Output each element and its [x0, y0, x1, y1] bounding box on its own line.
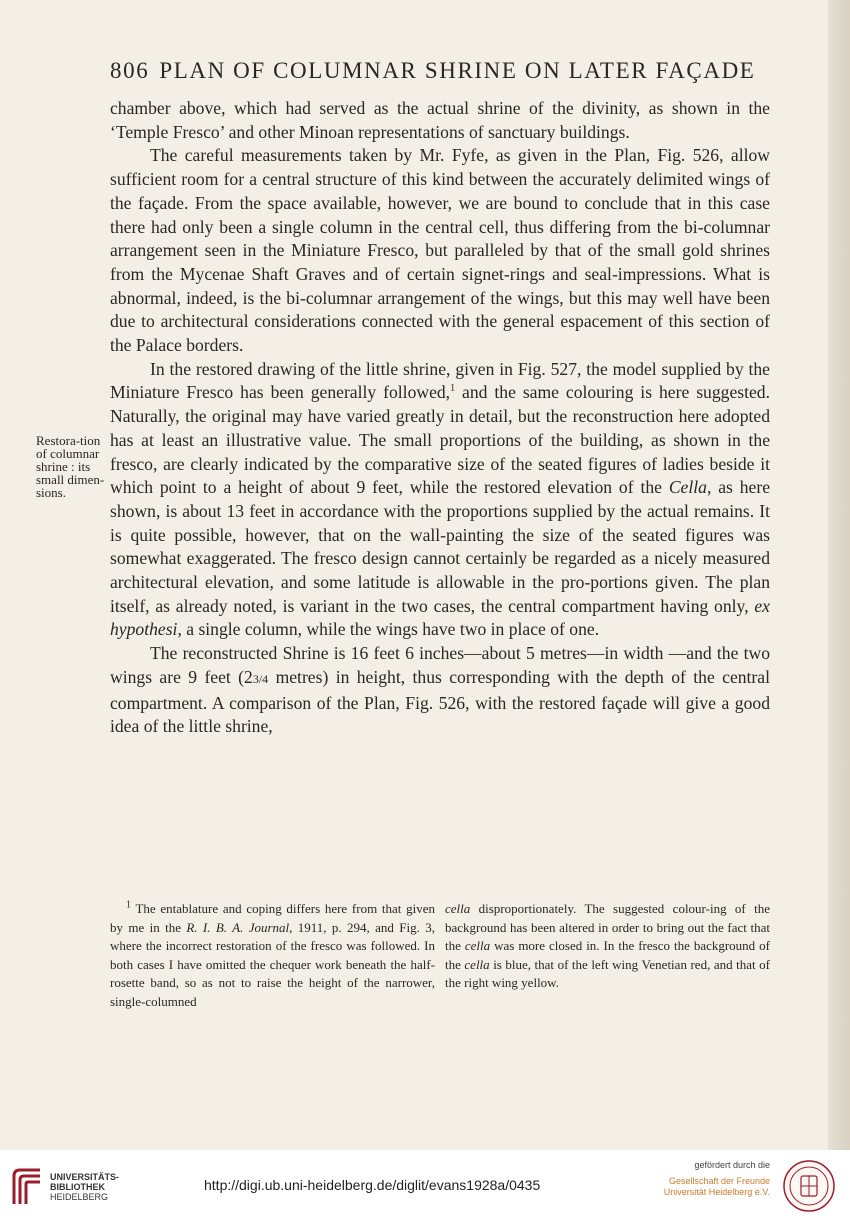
paragraph-2: The careful measurements taken by Mr. Fyfe, as given in the Plan, Fig. 526, allow sufficient room for a central structure of this kind between the accurately delimited wings of the façade. From the space available, however, we are bound to conclude that in this case there had only been a single column in the central cell, thus differing from the bi-columnar arrangement seen in the Miniature Fresco, but paralleled by that of the small gold shrines from the Mycenae Shaft Graves and of certain signet-rings and seal-impressions. What is abnormal, indeed, is the bi-columnar arrangement of the wings, but this may well have been due to architectural considerations connected with the general espacement of this section of the Palace borders. — [110, 145, 770, 356]
paragraph-4-text-a: The reconstructed Shrine is 16 feet 6 inches—about 5 metres—in width —and the two wings are 9 feet (2 — [110, 643, 770, 687]
sponsor-block — [660, 1160, 770, 1198]
paragraph-3 — [110, 358, 770, 642]
fraction: 3/4 — [252, 671, 269, 686]
paragraph-3-text-a: In the restored drawing of the little shrine, given in Fig. 527, the model supplied by the Miniature Fresco has been generally followed, — [110, 358, 770, 403]
paragraph-4 — [110, 642, 770, 739]
cella-term: cella — [464, 956, 490, 972]
ex-hypothesi-term: ex hypothesi — [110, 595, 770, 640]
footnotes — [110, 900, 770, 1012]
footnote-1-part-2 — [445, 900, 770, 993]
footnote-column-left — [110, 900, 435, 1012]
library-line-2: BIBLIOTHEK — [50, 1182, 105, 1192]
cella-term: cella — [464, 938, 491, 954]
running-head — [110, 58, 770, 84]
margin-note: Restora-tion of columnar shrine : its small dimen-sions. — [36, 433, 105, 500]
running-title: PLAN OF COLUMNAR SHRINE ON LATER FAÇADE — [159, 58, 756, 83]
paragraph-3-text-d: , a single column, while the wings have two in place of one. — [177, 619, 600, 640]
footnote-text-d: was more closed in. In the fresco the background of the — [445, 938, 770, 972]
riba-journal: R. I. B. A. Journal — [186, 919, 290, 935]
body-text — [110, 97, 770, 739]
paragraph-4-text-b: metres) in height, thus corresponding with the depth of the central compartment. A comparison of the Plan, Fig. 526, with the restored façade will give a good idea of the little shrine, — [110, 666, 770, 737]
library-name — [50, 1172, 119, 1202]
footnote-1-part-1 — [110, 900, 435, 1012]
cella-term: cella — [445, 901, 471, 916]
paragraph-1: chamber above, which had served as the actual shrine of the divinity, as shown in the ‘Temple Fresco’ and other Minoan representations of sanctuary buildings. — [110, 98, 770, 142]
footnote-text-b: , 1911, p. 294, and Fig. 3, where the incorrect restoration of the fresco was followed. In both cases I have omitted the chequer work beneath the half-rosette band, so as not to raise the height of the narrower, single-columned — [110, 919, 435, 1009]
sponsor-label: gefördert durch die — [694, 1160, 770, 1170]
sponsor-name[interactable] — [660, 1176, 770, 1198]
footnote-text-a: The entablature and coping differs here from that given by me in the — [110, 901, 435, 935]
page-number: 806 — [110, 58, 150, 83]
footnote-text-e: is blue, that of the left wing Venetian red, and that of the right wing yellow. — [445, 956, 770, 991]
paragraph-3-text-c: , as here shown, is about 13 feet in accordance with the proportions supplied by the actual remains. It is quite possible, however, that on the wall-painting the size of the seated figures was somewhat exaggerated. The fresco design cannot certainly be regarded as a nicely measured architectural elevation, and some latitude is allowable in the pro-portions given. The plan itself, as already noted, is variant in the two cases, the central compartment having only, — [110, 477, 770, 616]
sponsor-line-1: Gesellschaft der Freunde — [668, 1176, 770, 1186]
page-edge — [828, 0, 850, 1150]
footnote-text-c: disproportionately. The suggested colour-ing of the background has been altered in order to bring out the fact that the — [445, 901, 770, 954]
library-line-1: UNIVERSITÄTS- — [50, 1172, 120, 1182]
library-line-3: HEIDELBERG — [50, 1192, 109, 1202]
footnote-ref: 1 — [450, 383, 456, 395]
university-seal-icon — [782, 1159, 836, 1213]
cella-term: Cella — [668, 477, 707, 498]
footnote-column-right — [445, 900, 770, 1012]
paragraph-3-text-b: and the same colouring is here suggested. Naturally, the original may have varied greatly in detail, but the reconstruction here adopted has at least an illustrative value. The small proportions of the building, as shown in the fresco, are clearly indicated by the comparative size of the seated figures of ladies beside it which point to a height of about 9 feet, while the restored elevation of the — [110, 382, 770, 498]
library-logo-icon[interactable] — [10, 1166, 44, 1206]
footnote-number: 1 — [126, 899, 131, 911]
viewer-footer — [0, 1150, 850, 1220]
permalink-url[interactable]: http://digi.ub.uni-heidelberg.de/diglit/evans1928a/0435 — [204, 1177, 541, 1193]
sponsor-line-2: Universität Heidelberg e.V. — [663, 1187, 770, 1197]
